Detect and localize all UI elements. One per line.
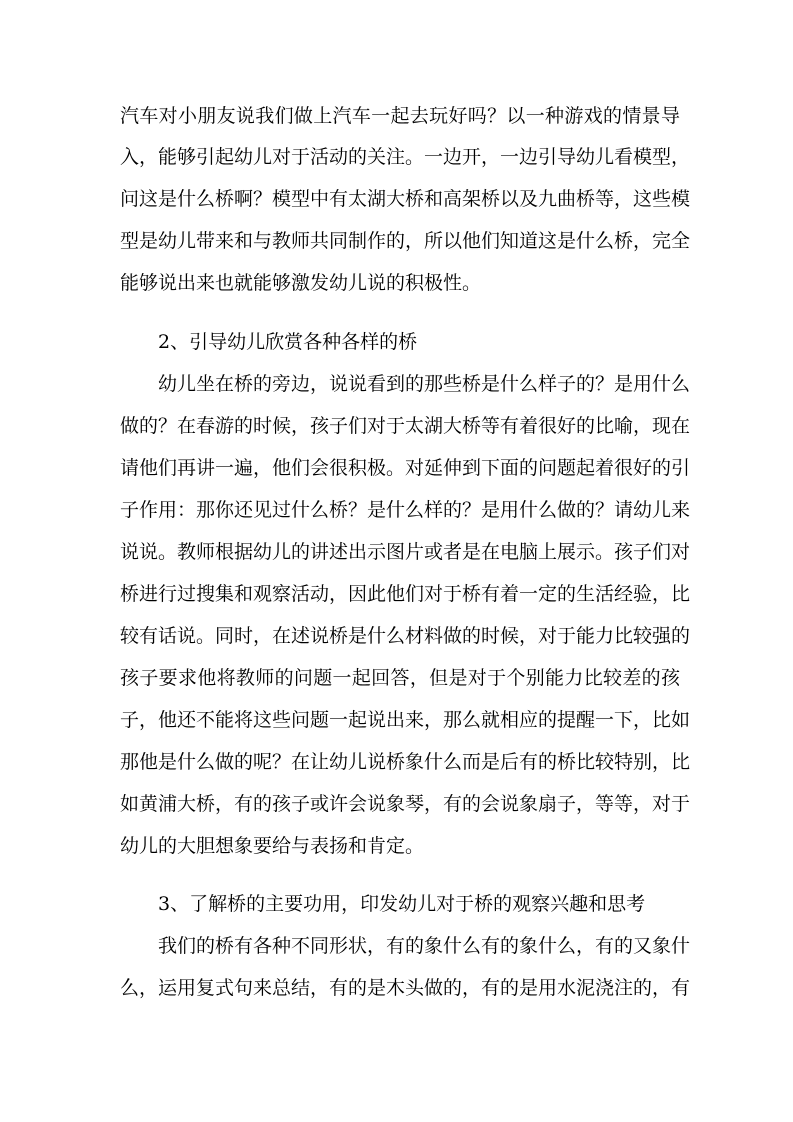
text-line: 子，他还不能将这些问题一起说出来，那么就相应的提醒一下，比如 <box>120 709 691 731</box>
text-line: 型是幼儿带来和与教师共同制作的，所以他们知道这是什么桥，完全 <box>120 230 691 252</box>
text-line: 能够说出来也就能够激发幼儿说的积极性。 <box>120 272 482 294</box>
text-line: 问这是什么桥啊？模型中有太湖大桥和高架桥以及九曲桥等，这些模 <box>120 188 691 210</box>
text-line: 较有话说。同时，在述说桥是什么材料做的时候，对于能力比较强的 <box>120 625 691 647</box>
text-line: 子作用：那你还见过什么桥？是什么样的？是用什么做的？请幼儿来 <box>120 499 691 521</box>
text-line: 孩子要求他将教师的问题一起回答，但是对于个别能力比较差的孩 <box>120 667 680 689</box>
text-line: 请他们再讲一遍，他们会很积极。对延伸到下面的问题起着很好的引 <box>120 457 691 479</box>
text-line: 我们的桥有各种不同形状，有的象什么有的象什么，有的又象什 <box>158 935 691 957</box>
text-line: 么，运用复式句来总结，有的是木头做的，有的是用水泥浇注的，有 <box>120 977 691 999</box>
section-heading-3: 3、了解桥的主要功用，印发幼儿对于桥的观察兴趣和思考 <box>158 893 646 915</box>
text-line: 汽车对小朋友说我们做上汽车一起去玩好吗？以一种游戏的情景导 <box>120 105 680 127</box>
text-line: 幼儿的大胆想象要给与表扬和肯定。 <box>120 835 425 857</box>
text-line: 如黄浦大桥，有的孩子或许会说象琴，有的会说象扇子，等等，对于 <box>120 793 691 815</box>
text-line: 入，能够引起幼儿对于活动的关注。一边开，一边引导幼儿看模型， <box>120 146 691 168</box>
text-line: 说说。教师根据幼儿的讲述出示图片或者是在电脑上展示。孩子们对 <box>120 541 691 563</box>
text-line: 做的？在春游的时候，孩子们对于太湖大桥等有着很好的比喻，现在 <box>120 415 691 437</box>
section-heading-2: 2、引导幼儿欣赏各种各样的桥 <box>158 331 418 353</box>
text-line: 幼儿坐在桥的旁边，说说看到的那些桥是什么样子的？是用什么 <box>158 373 691 395</box>
text-line: 那他是什么做的呢？在让幼儿说桥象什么而是后有的桥比较特别，比 <box>120 751 691 773</box>
text-line: 桥进行过搜集和观察活动，因此他们对于桥有着一定的生活经验，比 <box>120 583 691 605</box>
